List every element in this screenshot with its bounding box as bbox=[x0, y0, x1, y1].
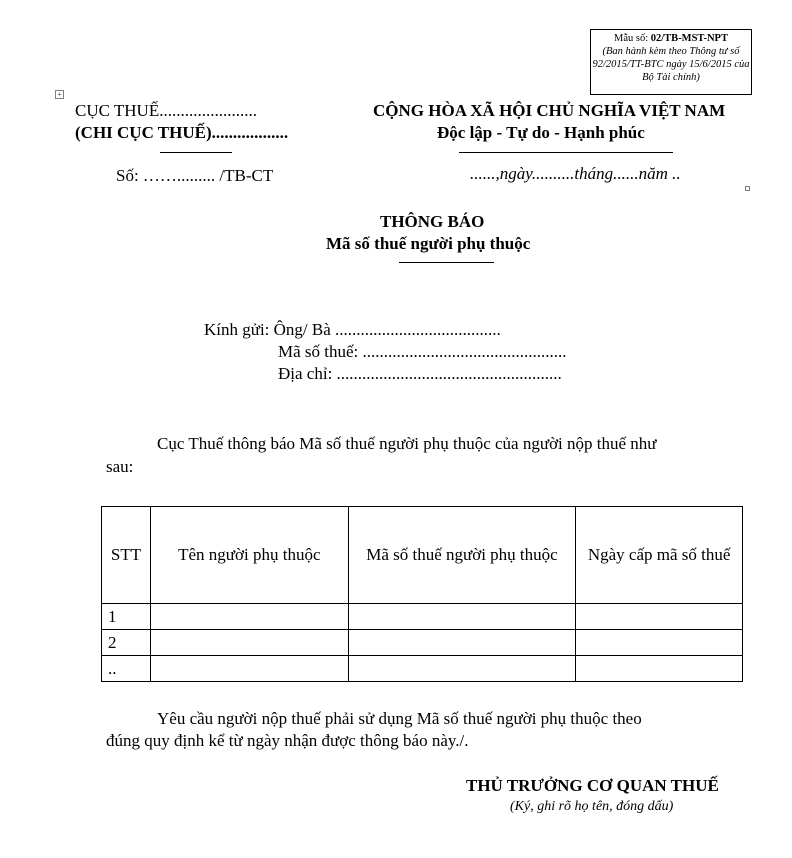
national-motto: Độc lập - Tự do - Hạnh phúc bbox=[437, 123, 645, 142]
table-row bbox=[102, 630, 743, 656]
row-issue-date bbox=[576, 604, 743, 630]
row-stt: 1 bbox=[102, 604, 151, 630]
request-paragraph-line-2: đúng quy định kể từ ngày nhận được thông báo này./. bbox=[106, 731, 469, 750]
recipient-line: Kính gửi: Ông/ Bà ....................................... bbox=[204, 320, 501, 339]
left-header-underline bbox=[160, 152, 232, 153]
table-row bbox=[102, 604, 743, 630]
form-issuance-note: (Ban hành kèm theo Thông tư số 92/2015/TT-BTC ngày 15/6/2015 của Bộ Tài chính) bbox=[592, 46, 750, 83]
row-dependent-name bbox=[150, 604, 348, 630]
nation-title: CỘNG HÒA XÃ HỘI CHỦ NGHĨA VIỆT NAM bbox=[373, 101, 726, 120]
document-subtitle: Mã số thuế người phụ thuộc bbox=[326, 234, 531, 253]
header-tax-code-issue-date: Ngày cấp mã số thuế bbox=[576, 507, 743, 604]
row-dependent-tax-code bbox=[348, 604, 576, 630]
table-header-row bbox=[102, 507, 743, 604]
signature-note: (Ký, ghi rõ họ tên, đóng dấu) bbox=[510, 799, 674, 814]
header-dependent-name: Tên người phụ thuộc bbox=[150, 507, 348, 604]
tax-department: CỤC THUẾ....................... bbox=[75, 101, 257, 120]
signature-title: THỦ TRƯỞNG CƠ QUAN THUẾ bbox=[466, 776, 719, 795]
text-boundary-marker-icon bbox=[745, 186, 750, 191]
form-code bbox=[591, 32, 751, 45]
form-code-value: 02/TB-MST-NPT bbox=[650, 33, 728, 44]
form-code-box bbox=[590, 29, 752, 95]
row-dependent-tax-code bbox=[348, 656, 576, 682]
row-stt: 2 bbox=[102, 630, 151, 656]
table-move-handle-icon[interactable]: + bbox=[55, 90, 64, 99]
row-dependent-tax-code bbox=[348, 630, 576, 656]
motto-underline bbox=[459, 152, 673, 153]
header-stt: STT bbox=[102, 507, 151, 604]
dependents-table bbox=[101, 506, 743, 682]
document-number: Số: ……......... /TB-CT bbox=[116, 166, 274, 185]
row-issue-date bbox=[576, 656, 743, 682]
recipient-tax-code-line: Mã số thuế: ................................................ bbox=[278, 342, 567, 361]
intro-paragraph-line-2: sau: bbox=[106, 457, 134, 476]
title-underline bbox=[399, 262, 494, 263]
recipient-address-line: Địa chỉ: ..................................................... bbox=[278, 364, 562, 383]
row-issue-date bbox=[576, 630, 743, 656]
document-title: THÔNG BÁO bbox=[380, 212, 485, 231]
row-dependent-name bbox=[150, 656, 348, 682]
sub-tax-department: (CHI CỤC THUẾ).................. bbox=[75, 123, 289, 142]
form-code-prefix: Mẫu số: bbox=[614, 33, 651, 44]
header-dependent-tax-code: Mã số thuế người phụ thuộc bbox=[348, 507, 576, 604]
intro-paragraph-line-1: Cục Thuế thông báo Mã số thuế người phụ thuộc của người nộp thuế như bbox=[157, 434, 657, 453]
row-stt: .. bbox=[102, 656, 151, 682]
table-row bbox=[102, 656, 743, 682]
row-dependent-name bbox=[150, 630, 348, 656]
date-line: ......,ngày..........tháng......năm .. bbox=[470, 164, 681, 183]
request-paragraph-line-1: Yêu cầu người nộp thuế phải sử dụng Mã số thuế người phụ thuộc theo bbox=[157, 709, 642, 728]
